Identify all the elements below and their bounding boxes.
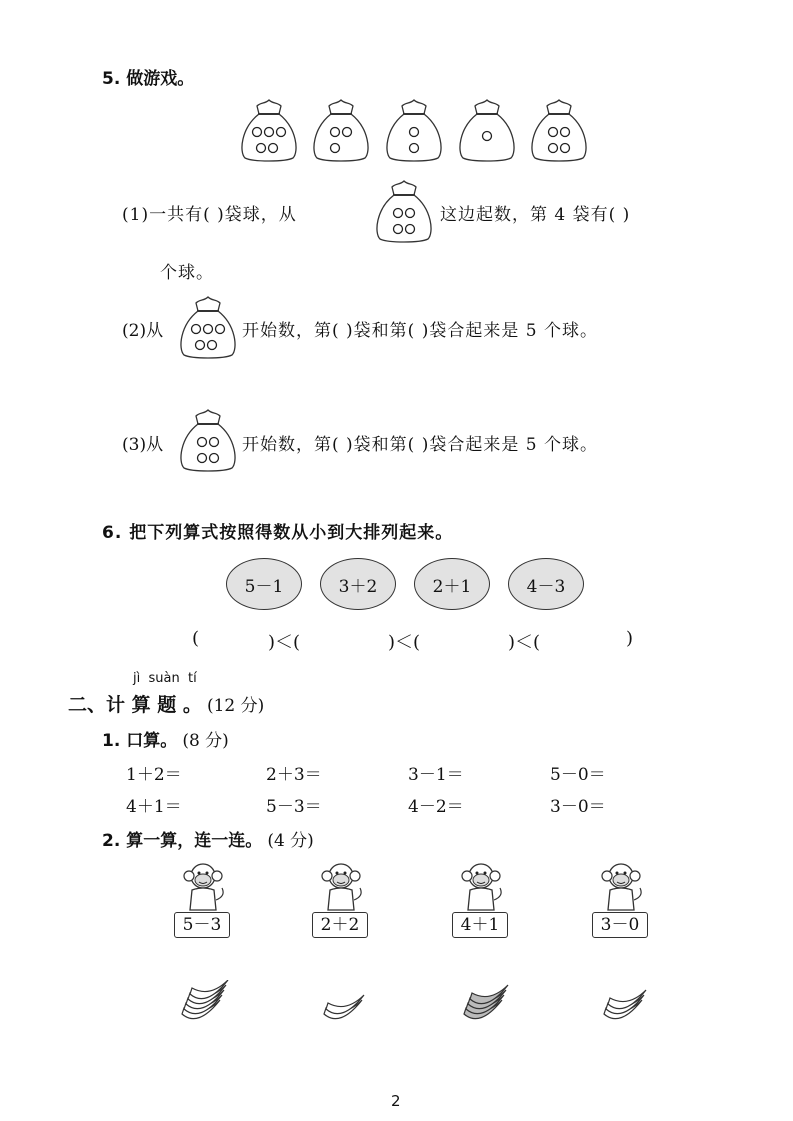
q1-text-part3: 个球。 — [160, 263, 214, 283]
q2-suffix: 开始数，第( )袋和第( )袋合起来是 5 个球。 — [242, 321, 598, 341]
ball-bag-icon — [176, 404, 240, 474]
part2-pinyin: jì suàn tí — [133, 671, 197, 686]
q1-text-part2: 这边起数，第 4 袋有( ) — [440, 205, 631, 225]
monkey-2 — [316, 860, 366, 916]
page-number: 2 — [391, 1092, 401, 1110]
monkey-icon — [596, 860, 646, 912]
oral-item: 3－1＝ — [408, 765, 464, 785]
q1-text-part1: (1)一共有( )袋球，从 — [122, 205, 297, 225]
sub1-title — [102, 726, 229, 751]
monkey-icon — [178, 860, 228, 912]
ball-bag-2 — [309, 94, 373, 168]
banana-bunch-1 — [176, 980, 232, 1034]
monkey-expression-4: 3－0 — [592, 912, 648, 938]
oral-item: 5－3＝ — [266, 797, 322, 817]
oral-item: 4－2＝ — [408, 797, 464, 817]
sub2-title-text: 2. 算一算，连一连。 — [102, 831, 263, 851]
oral-item: 3－0＝ — [550, 797, 606, 817]
monkey-expression-3: 4＋1 — [452, 912, 508, 938]
ball-bag-5 — [527, 94, 591, 168]
ball-bag-icon — [382, 94, 446, 164]
order-paren-3: )＜( — [388, 632, 421, 653]
bag-icon-q1 — [372, 175, 436, 249]
part2-score: (12 分) — [206, 696, 265, 716]
banana-bunch-icon — [176, 980, 232, 1030]
monkey-3 — [456, 860, 506, 916]
expression-oval-1: 5－1 — [226, 558, 302, 610]
expression-oval-3: 2＋1 — [414, 558, 490, 610]
q3-suffix: 开始数，第( )袋和第( )袋合起来是 5 个球。 — [242, 435, 598, 455]
monkey-expression-1: 5－3 — [174, 912, 230, 938]
ball-bag-icon — [237, 94, 301, 164]
section5-title: 5. 做游戏。 — [102, 69, 195, 89]
sub1-title-text: 1. 口算。 — [102, 731, 178, 751]
banana-bunch-icon — [598, 980, 654, 1030]
bag-icon-q2 — [176, 291, 240, 365]
banana-bunch-3 — [458, 980, 514, 1034]
bag-icon-q3 — [176, 404, 240, 478]
order-paren-4: )＜( — [508, 632, 541, 653]
sub2-title — [102, 826, 314, 851]
section6-title: 6. 把下列算式按照得数从小到大排列起来。 — [102, 523, 454, 543]
monkey-expression-2: 2＋2 — [312, 912, 368, 938]
ball-bag-4 — [455, 94, 519, 168]
order-paren-5: ) — [626, 628, 634, 649]
order-paren-2: )＜( — [268, 632, 301, 653]
ball-bag-3 — [382, 94, 446, 168]
expression-oval-4: 4－3 — [508, 558, 584, 610]
order-paren-1: ( — [192, 628, 200, 649]
ball-bag-icon — [309, 94, 373, 164]
banana-bunch-icon — [318, 980, 374, 1030]
ball-bag-icon — [372, 175, 436, 245]
monkey-1 — [178, 860, 228, 916]
ball-bag-icon — [176, 291, 240, 361]
q3-prefix: (3)从 — [122, 435, 164, 455]
banana-bunch-icon — [458, 980, 514, 1030]
oral-item: 1＋2＝ — [126, 765, 182, 785]
monkey-4 — [596, 860, 646, 916]
monkey-icon — [316, 860, 366, 912]
monkey-icon — [456, 860, 506, 912]
ball-bag-icon — [455, 94, 519, 164]
oral-item: 2＋3＝ — [266, 765, 322, 785]
ball-bag-1 — [237, 94, 301, 168]
sub1-score: (8 分) — [182, 731, 229, 751]
banana-bunch-4 — [598, 980, 654, 1034]
expression-oval-2: 3＋2 — [320, 558, 396, 610]
part2-title-text: 二、计 算 题 。 — [68, 694, 202, 716]
oral-item: 4＋1＝ — [126, 797, 182, 817]
part2-title — [68, 690, 264, 717]
ball-bag-icon — [527, 94, 591, 164]
oral-item: 5－0＝ — [550, 765, 606, 785]
banana-bunch-2 — [318, 980, 374, 1034]
q2-prefix: (2)从 — [122, 321, 164, 341]
sub2-score: (4 分) — [267, 831, 314, 851]
